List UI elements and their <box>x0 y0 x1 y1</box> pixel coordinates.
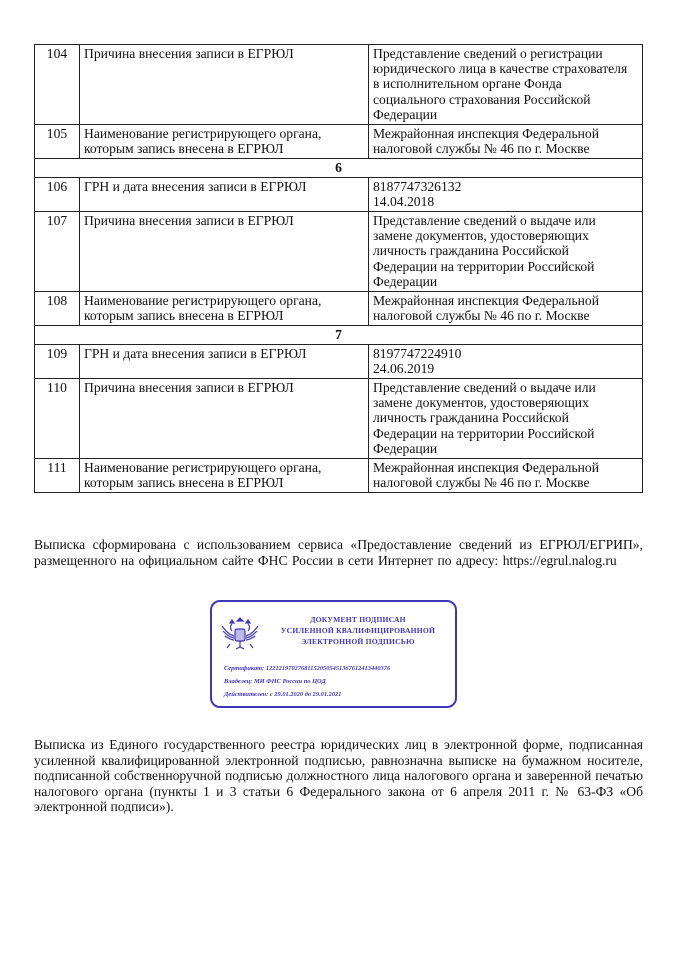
row-number: 109 <box>35 344 80 378</box>
row-number: 108 <box>35 292 80 326</box>
field-value: Представление сведений о регистрации юридического лица в качестве страхователя в исполнительном органе Фонда социального страхования Российской Федерации <box>369 45 643 125</box>
table-row <box>35 292 643 326</box>
stamp-heading: ДОКУМЕНТ ПОДПИСАН УСИЛЕННОЙ КВАЛИФИЦИРОВАННОЙ ЭЛЕКТРОННОЙ ПОДПИСЬЮ <box>280 615 436 646</box>
row-number: 107 <box>35 212 80 292</box>
row-number: 110 <box>35 379 80 459</box>
row-number: 111 <box>35 459 80 493</box>
table-row <box>35 459 643 493</box>
stamp-validity: Действителен: с 29.01.2020 до 29.01.2021 <box>224 691 342 698</box>
section-number: 6 <box>35 159 643 177</box>
field-value: Представление сведений о выдаче или замене документов, удостоверяющих личность гражданина Российской Федерации на территории Российской Федерации <box>369 379 643 459</box>
field-name: Наименование регистрирующего органа, которым запись внесена в ЕГРЮЛ <box>80 459 369 493</box>
row-number: 104 <box>35 45 80 125</box>
row-number: 106 <box>35 177 80 211</box>
russian-coat-of-arms-icon <box>218 612 262 656</box>
table-row <box>35 344 643 378</box>
table-row <box>35 45 643 125</box>
section-header-row <box>35 326 643 344</box>
egrul-records-table <box>34 44 643 493</box>
row-number: 105 <box>35 125 80 159</box>
field-value: 8187747326132 14.04.2018 <box>369 177 643 211</box>
table-row <box>35 125 643 159</box>
electronic-signature-stamp <box>210 600 457 708</box>
table-row <box>35 177 643 211</box>
stamp-owner: Владелец: МИ ФНС России по ЦОД <box>224 678 326 685</box>
field-value: Межрайонная инспекция Федеральной налоговой службы № 46 по г. Москве <box>369 125 643 159</box>
table-row <box>35 379 643 459</box>
field-name: ГРН и дата внесения записи в ЕГРЮЛ <box>80 344 369 378</box>
table-row <box>35 212 643 292</box>
section-header-row <box>35 159 643 177</box>
section-number: 7 <box>35 326 643 344</box>
legal-note: Выписка из Единого государственного реестра юридических лиц в электронной форме, подписанная усиленной квалифицированной электронной подписью, равнозначна выписке на бумажном носителе, подписанной собственноручной подписью должностного лица налогового органа и заверенной печатью налогового органа (пункты 1 и 3 статьи 6 Федерального закона от 6 апреля 2011 г. № 63-ФЗ «Об электронной подписи»). <box>34 737 643 815</box>
stamp-certificate: Сертификат: 122121970276811520505451367612413440376 <box>224 665 391 672</box>
field-name: Наименование регистрирующего органа, которым запись внесена в ЕГРЮЛ <box>80 292 369 326</box>
field-name: Причина внесения записи в ЕГРЮЛ <box>80 379 369 459</box>
field-name: Причина внесения записи в ЕГРЮЛ <box>80 45 369 125</box>
service-note: Выписка сформирована с использованием сервиса «Предоставление сведений из ЕГРЮЛ/ЕГРИП», размещенного на официальном сайте ФНС России в сети Интернет по адресу: https://egrul.nalog.ru <box>34 537 643 568</box>
field-name: Причина внесения записи в ЕГРЮЛ <box>80 212 369 292</box>
field-value: Представление сведений о выдаче или замене документов, удостоверяющих личность гражданина Российской Федерации на территории Российской Федерации <box>369 212 643 292</box>
field-value: Межрайонная инспекция Федеральной налоговой службы № 46 по г. Москве <box>369 292 643 326</box>
field-value: Межрайонная инспекция Федеральной налоговой службы № 46 по г. Москве <box>369 459 643 493</box>
field-value: 8197747224910 24.06.2019 <box>369 344 643 378</box>
field-name: ГРН и дата внесения записи в ЕГРЮЛ <box>80 177 369 211</box>
field-name: Наименование регистрирующего органа, которым запись внесена в ЕГРЮЛ <box>80 125 369 159</box>
records-table-body <box>35 45 643 493</box>
